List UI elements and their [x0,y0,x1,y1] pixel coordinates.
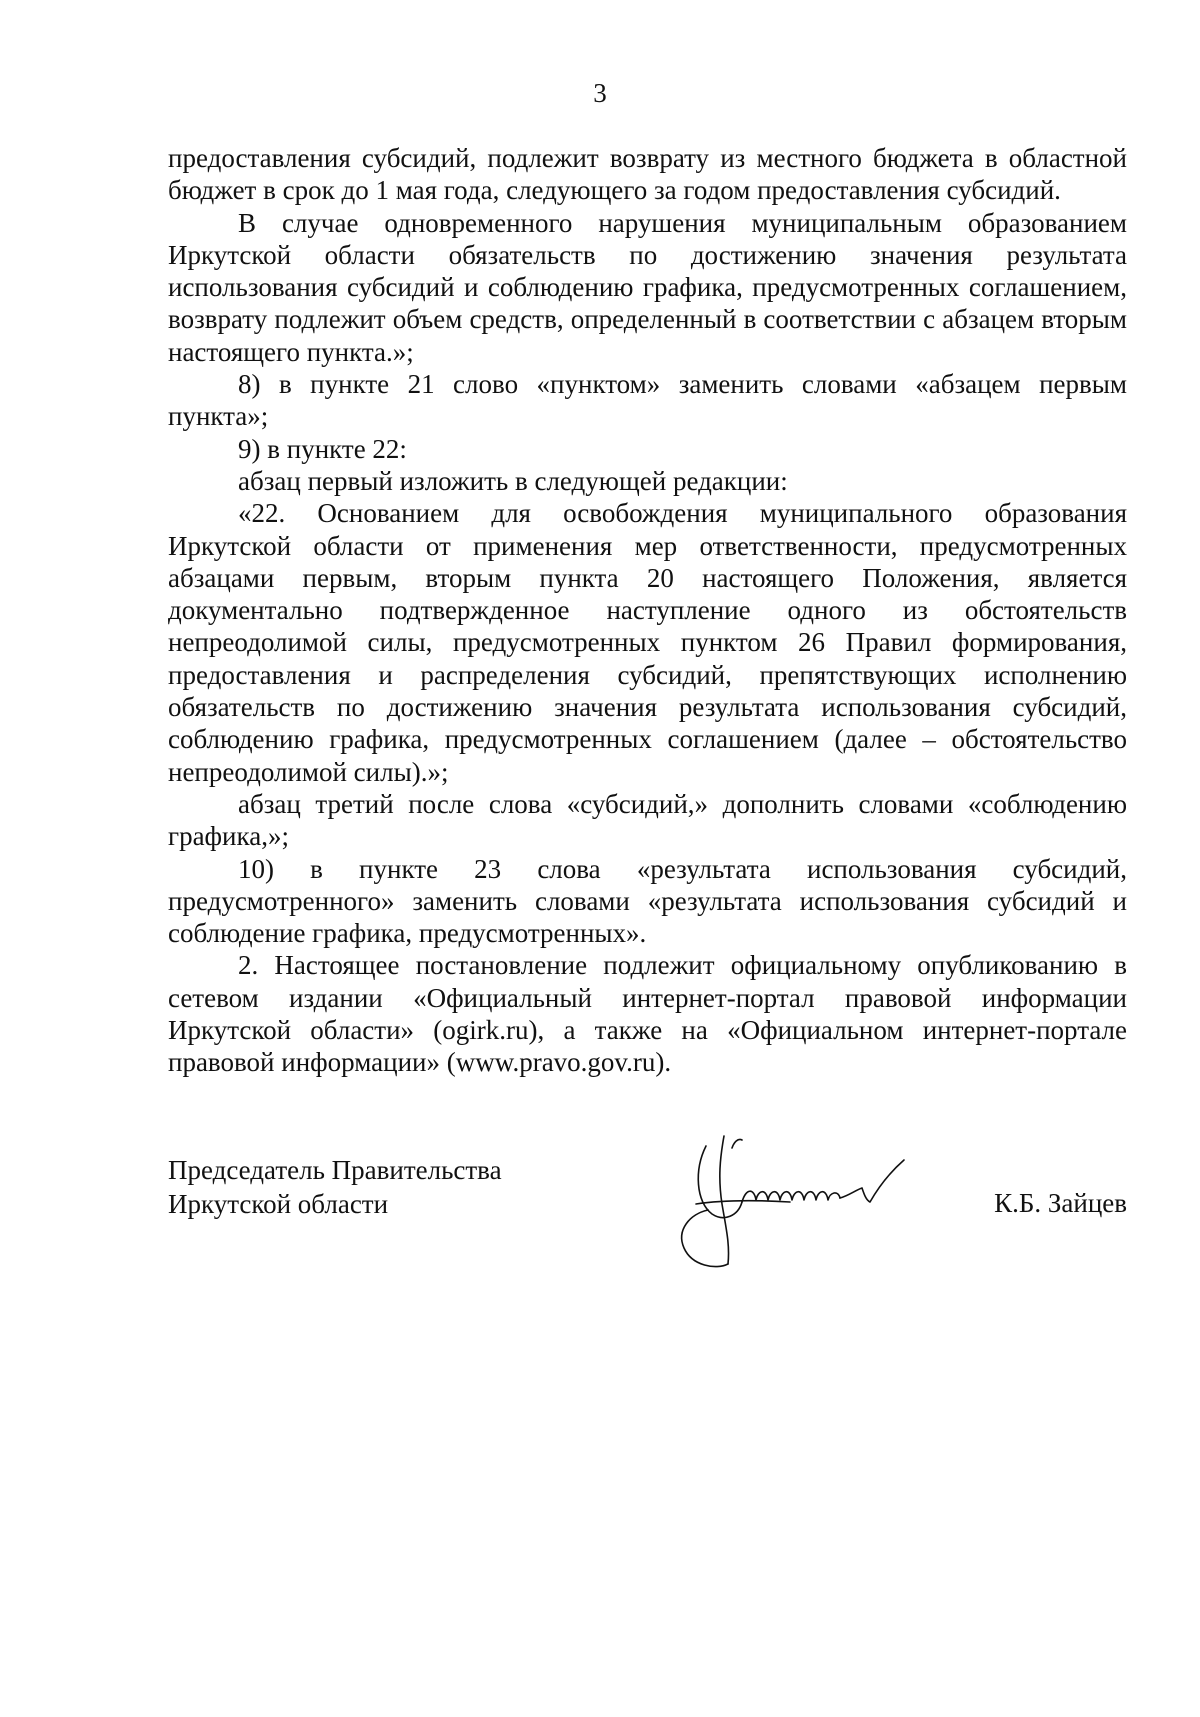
paragraph: 8) в пункте 21 слово «пунктом» заменить словами «абзацем первым пункта»; [168,369,1127,432]
paragraph: В случае одновременного нарушения муниципальным образованием Иркутской области обязательств по достижению значения результата использования субсидий и соблюдению графика, предусмотренных соглашением, возврату подлежит объем средств, определенный в соответствии с абзацем вторым настоящего пункта.»; [168,207,1127,367]
paragraph: предоставления субсидий, подлежит возврату из местного бюджета в областной бюджет в срок до 1 мая года, следующего за годом предоставления субсидий. [168,143,1127,206]
handwritten-signature [672,1118,952,1278]
paragraph: 9) в пункте 22: [238,433,407,464]
paragraph: абзац первый изложить в следующей редакции: [238,465,788,496]
signatory-name: К.Б. Зайцев [994,1188,1127,1218]
document-body [168,142,1127,1079]
signatory-position [168,1153,502,1221]
paragraph: 2. Настоящее постановление подлежит официальному опубликованию в сетевом издании «Официальный интернет-портал правовой информации Иркутской области» (ogirk.ru), а также на «Официальном интернет-портале правовой информации» (www.pravo.gov.ru). [168,950,1127,1078]
position-line: Председатель Правительства [168,1155,502,1185]
paragraph: 10) в пункте 23 слова «результата использования субсидий, предусмотренного» заменить словами «результата использования субсидий и соблюдение графика, предусмотренных». [168,853,1127,949]
position-line: Иркутской области [168,1189,389,1219]
paragraph: «22. Основанием для освобождения муниципального образования Иркутской области от применения мер ответственности, предусмотренных абзацами первым, вторым пункта 20 настоящего Положения, является документально подтвержденное наступление одного из обстоятельств непреодолимой силы, предусмотренных пунктом 26 Правил формирования, предоставления и распределения субсидий, препятствующих исполнению обязательств по достижению значения результата использования субсидий, соблюдению графика, предусмотренных соглашением (далее – обстоятельство непреодолимой силы).»; [168,498,1127,787]
paragraph: абзац третий после слова «субсидий,» дополнить словами «соблюдению графика,»; [168,788,1127,852]
page-number: 3 [593,78,607,108]
